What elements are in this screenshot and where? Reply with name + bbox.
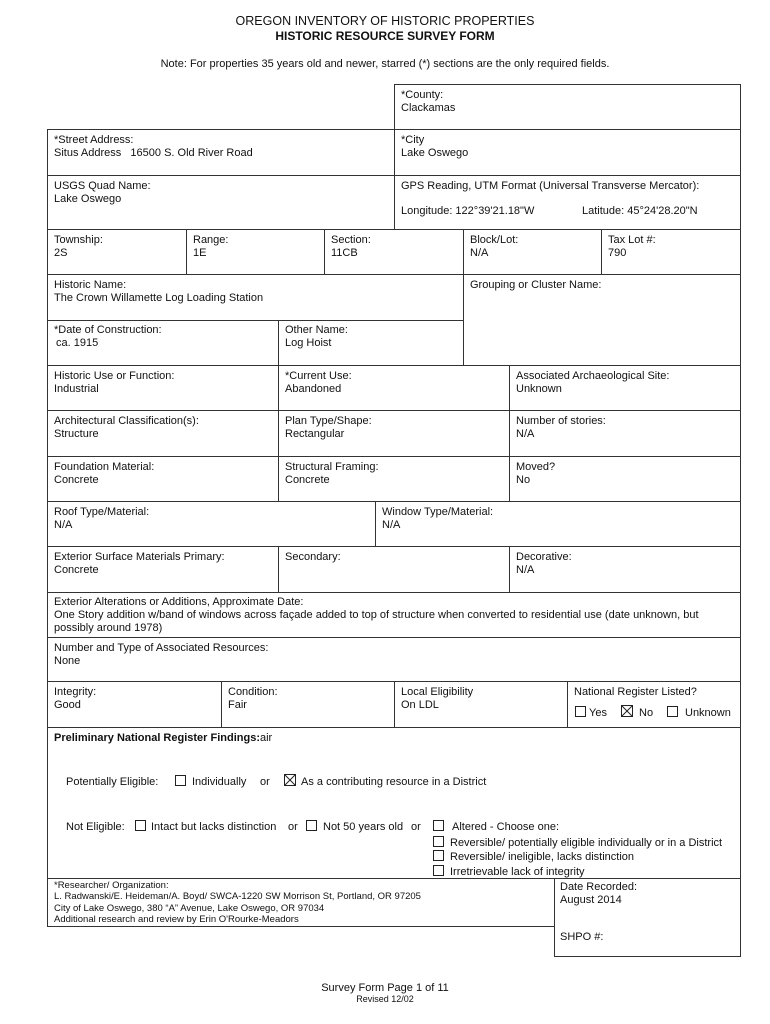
plan-type-label: Plan Type/Shape:	[285, 415, 372, 427]
exterior-primary-value[interactable]: Concrete	[54, 564, 99, 576]
foundation-value[interactable]: Concrete	[54, 474, 99, 486]
or-label-2: or	[288, 821, 298, 833]
researcher-line3[interactable]: Additional research and review by Erin O'Rourke-Meadors	[54, 914, 299, 925]
contributing-checkbox[interactable]	[284, 774, 296, 786]
gps-label: GPS Reading, UTM Format (Universal Transverse Mercator):	[401, 180, 700, 192]
alterations-value-line1[interactable]: One Story addition w/band of windows across façade added to top of structure when converted to residential use (date unknown, but	[54, 609, 699, 621]
framing-label: Structural Framing:	[285, 461, 379, 473]
gps-longitude[interactable]: Longitude: 122°39'21.18"W	[401, 205, 535, 217]
intact-label: Intact but lacks distinction	[151, 821, 277, 833]
footer-revised: Revised 12/02	[356, 994, 414, 1004]
national-no-label: No	[639, 707, 654, 719]
archaeological-site-value[interactable]: Unknown	[516, 383, 562, 395]
not50-label: Not 50 years old	[323, 821, 404, 833]
irretrievable-checkbox[interactable]	[433, 865, 444, 876]
date-recorded-label: Date Recorded:	[560, 881, 638, 893]
form-note: Note: For properties 35 years old and newer, starred (*) sections are the only required fields.	[160, 58, 610, 70]
reversible-eligible-checkbox[interactable]	[433, 836, 444, 847]
form-title: OREGON INVENTORY OF HISTORIC PROPERTIES	[235, 14, 535, 28]
arch-class-value[interactable]: Structure	[54, 428, 99, 440]
contributing-label: As a contributing resource in a District	[301, 776, 487, 788]
block-lot-value[interactable]: N/A	[470, 247, 489, 259]
historic-name-value[interactable]: The Crown Willamette Log Loading Station	[54, 292, 264, 304]
altered-checkbox[interactable]	[433, 820, 444, 831]
roof-label: Roof Type/Material:	[54, 506, 150, 518]
footer-page: Survey Form Page 1 of 11	[321, 982, 449, 994]
plan-type-value[interactable]: Rectangular	[285, 428, 345, 440]
local-eligibility-label: Local Eligibility	[401, 686, 474, 698]
city-value[interactable]: Lake Oswego	[401, 147, 469, 159]
arch-class-label: Architectural Classification(s):	[54, 415, 199, 427]
shpo-label: SHPO #:	[560, 931, 604, 943]
county-label: *County:	[401, 89, 444, 101]
national-no-checkbox[interactable]	[621, 705, 633, 717]
findings-heading-suffix: air	[260, 732, 273, 744]
historic-use-value[interactable]: Industrial	[54, 383, 99, 395]
archaeological-site-label: Associated Archaeological Site:	[516, 370, 670, 382]
window-value[interactable]: N/A	[382, 519, 401, 531]
altered-label: Altered - Choose one:	[452, 821, 560, 833]
stories-value[interactable]: N/A	[516, 428, 535, 440]
researcher-label: *Researcher/ Organization:	[54, 880, 169, 891]
exterior-primary-label: Exterior Surface Materials Primary:	[54, 551, 225, 563]
tax-lot-label: Tax Lot #:	[608, 234, 656, 246]
current-use-value[interactable]: Abandoned	[285, 383, 342, 395]
section-label: Section:	[331, 234, 371, 246]
street-address-value[interactable]: Situs Address 16500 S. Old River Road	[54, 147, 253, 159]
national-yes-label: Yes	[589, 707, 607, 719]
national-yes-checkbox[interactable]	[575, 706, 586, 717]
or-label: or	[260, 776, 270, 788]
tax-lot-value[interactable]: 790	[608, 247, 627, 259]
researcher-line2[interactable]: City of Lake Oswego, 380 “A” Avenue, Lake Oswego, OR 97034	[54, 903, 325, 914]
intact-checkbox[interactable]	[135, 820, 146, 831]
date-recorded-value[interactable]: August 2014	[560, 894, 622, 906]
city-label: *City	[401, 134, 425, 146]
historic-name-label: Historic Name:	[54, 279, 127, 291]
moved-label: Moved?	[516, 461, 556, 473]
condition-label: Condition:	[228, 686, 278, 698]
condition-value[interactable]: Fair	[228, 699, 247, 711]
range-value[interactable]: 1E	[193, 247, 207, 259]
framing-value[interactable]: Concrete	[285, 474, 330, 486]
window-label: Window Type/Material:	[382, 506, 494, 518]
block-lot-label: Block/Lot:	[470, 234, 519, 246]
researcher-line1[interactable]: L. Radwanski/E. Heideman/A. Boyd/ SWCA-1220 SW Morrison St, Portland, OR 97205	[54, 891, 421, 902]
county-value[interactable]: Clackamas	[401, 102, 456, 114]
national-register-label: National Register Listed?	[574, 686, 697, 698]
other-name-label: Other Name:	[285, 324, 348, 336]
township-value[interactable]: 2S	[54, 247, 68, 259]
alterations-value-line2[interactable]: possibly around 1978)	[54, 622, 163, 634]
individually-label: Individually	[192, 776, 247, 788]
irretrievable-label: Irretrievable lack of integrity	[450, 866, 585, 878]
section-value[interactable]: 11CB	[331, 247, 358, 259]
reversible-ineligible-checkbox[interactable]	[433, 850, 444, 861]
potentially-eligible-label: Potentially Eligible:	[66, 776, 159, 788]
reversible-eligible-label: Reversible/ potentially eligible individually or in a District	[450, 837, 723, 849]
associated-resources-value[interactable]: None	[54, 655, 81, 667]
secondary-label: Secondary:	[285, 551, 341, 563]
other-name-value[interactable]: Log Hoist	[285, 337, 332, 349]
or-label-3: or	[411, 821, 421, 833]
alterations-label: Exterior Alterations or Additions, Approximate Date:	[54, 596, 304, 608]
grouping-label: Grouping or Cluster Name:	[470, 279, 602, 291]
decorative-value[interactable]: N/A	[516, 564, 535, 576]
not-eligible-label: Not Eligible:	[66, 821, 125, 833]
usgs-quad-label: USGS Quad Name:	[54, 180, 151, 192]
historic-use-label: Historic Use or Function:	[54, 370, 175, 382]
street-address-label: *Street Address:	[54, 134, 134, 146]
local-eligibility-value[interactable]: On LDL	[401, 699, 439, 711]
individually-checkbox[interactable]	[175, 775, 186, 786]
moved-value[interactable]: No	[516, 474, 531, 486]
national-unknown-checkbox[interactable]	[667, 706, 678, 717]
integrity-label: Integrity:	[54, 686, 97, 698]
roof-value[interactable]: N/A	[54, 519, 73, 531]
gps-latitude[interactable]: Latitude: 45°24'28.20"N	[582, 205, 698, 217]
not50-checkbox[interactable]	[306, 820, 317, 831]
associated-resources-label: Number and Type of Associated Resources:	[54, 642, 269, 654]
form-subtitle: HISTORIC RESOURCE SURVEY FORM	[275, 29, 495, 43]
reversible-ineligible-label: Reversible/ ineligible, lacks distinction	[450, 851, 635, 863]
findings-heading-text: Preliminary National Register Findings:	[54, 732, 260, 744]
range-label: Range:	[193, 234, 229, 246]
findings-heading	[54, 731, 272, 745]
usgs-quad-value[interactable]: Lake Oswego	[54, 193, 122, 205]
township-label: Township:	[54, 234, 103, 246]
integrity-value[interactable]: Good	[54, 699, 81, 711]
decorative-label: Decorative:	[516, 551, 572, 563]
date-construction-value[interactable]: ca. 1915	[56, 337, 99, 349]
stories-label: Number of stories:	[516, 415, 606, 427]
date-construction-label: *Date of Construction:	[54, 324, 162, 336]
national-unknown-label: Unknown	[685, 707, 731, 719]
current-use-label: *Current Use:	[285, 370, 352, 382]
foundation-label: Foundation Material:	[54, 461, 155, 473]
